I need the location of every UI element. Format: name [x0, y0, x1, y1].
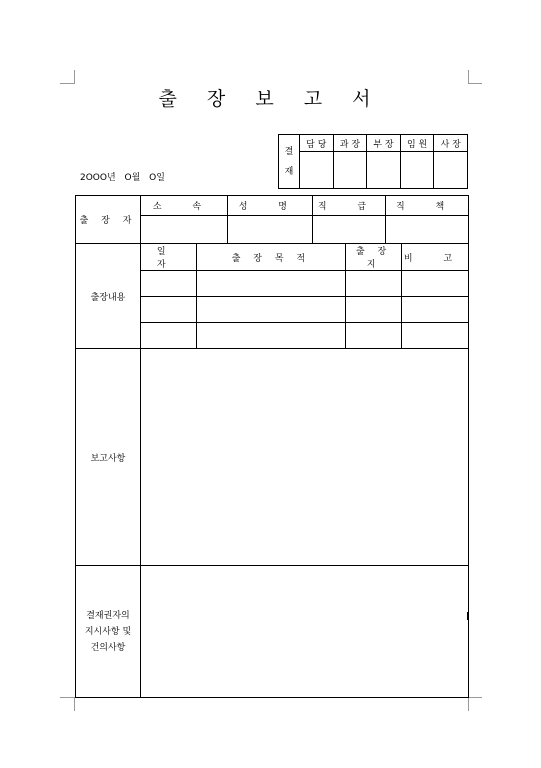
- trip-header-remarks: 비 고: [401, 244, 468, 271]
- trip-purpose-field[interactable]: [196, 323, 346, 349]
- approval-header-cell: 부 장: [367, 135, 401, 152]
- report-form-table: [75, 195, 469, 698]
- traveler-header-affiliation: 소 속: [140, 196, 227, 216]
- page-title: 출 장 보 고 서: [158, 88, 383, 110]
- approval-sign-cell[interactable]: [434, 152, 468, 189]
- trip-date-field[interactable]: [140, 271, 196, 297]
- report-date: 2OOO년 O월 O일: [80, 173, 165, 183]
- traveler-header-position: 직 책: [386, 196, 469, 216]
- trip-remarks-field[interactable]: [401, 271, 468, 297]
- crop-mark-bottom-left: [60, 697, 74, 698]
- instructions-content-area[interactable]: [140, 566, 468, 698]
- instructions-label-line: 결재권자의: [86, 610, 130, 621]
- instructions-label-line: 건의사항: [90, 642, 126, 653]
- traveler-rank-field[interactable]: [312, 216, 385, 244]
- crop-mark-bottom-left: [74, 697, 75, 711]
- approval-sign-cell[interactable]: [333, 152, 367, 189]
- approval-side-label-2: 재: [284, 166, 294, 177]
- approval-sign-cell[interactable]: [367, 152, 401, 189]
- approval-side-label: [279, 135, 300, 189]
- crop-mark-bottom-right: [468, 697, 482, 698]
- trip-destination-field[interactable]: [346, 271, 402, 297]
- trip-purpose-field[interactable]: [196, 297, 346, 323]
- traveler-header-name: 성 명: [227, 196, 312, 216]
- traveler-name-field[interactable]: [227, 216, 312, 244]
- edge-marker: [467, 612, 469, 620]
- report-label: 보고사항: [76, 349, 141, 566]
- traveler-position-field[interactable]: [386, 216, 469, 244]
- crop-mark-top-right: [468, 70, 469, 84]
- crop-mark-bottom-right: [468, 697, 469, 711]
- trip-destination-field[interactable]: [346, 297, 402, 323]
- approval-header-cell: 사 장: [434, 135, 468, 152]
- approval-header-cell: 임 원: [400, 135, 434, 152]
- instructions-label-line: 지시사항 및: [84, 626, 132, 637]
- traveler-label: 출 장 자: [76, 196, 141, 244]
- trip-header-purpose: 출 장 목 적: [196, 244, 346, 271]
- trip-date-field[interactable]: [140, 323, 196, 349]
- traveler-header-rank: 직 급: [312, 196, 385, 216]
- traveler-affiliation-field[interactable]: [140, 216, 227, 244]
- trip-purpose-field[interactable]: [196, 271, 346, 297]
- trip-label: 출장내용: [76, 244, 141, 349]
- report-content-area[interactable]: [140, 349, 468, 566]
- trip-header-destination: 출 장 지: [346, 244, 402, 271]
- approval-header-cell: 담 당: [300, 135, 334, 152]
- approval-sign-cell[interactable]: [300, 152, 334, 189]
- trip-date-field[interactable]: [140, 297, 196, 323]
- trip-header-date: 일 자: [140, 244, 196, 271]
- approval-sign-cell[interactable]: [400, 152, 434, 189]
- crop-mark-top-left: [74, 70, 75, 84]
- approval-header-cell: 과 장: [333, 135, 367, 152]
- approval-table: [278, 134, 468, 189]
- approval-side-label-1: 결: [284, 146, 294, 157]
- trip-remarks-field[interactable]: [401, 297, 468, 323]
- trip-remarks-field[interactable]: [401, 323, 468, 349]
- trip-destination-field[interactable]: [346, 323, 402, 349]
- instructions-label: [76, 566, 141, 698]
